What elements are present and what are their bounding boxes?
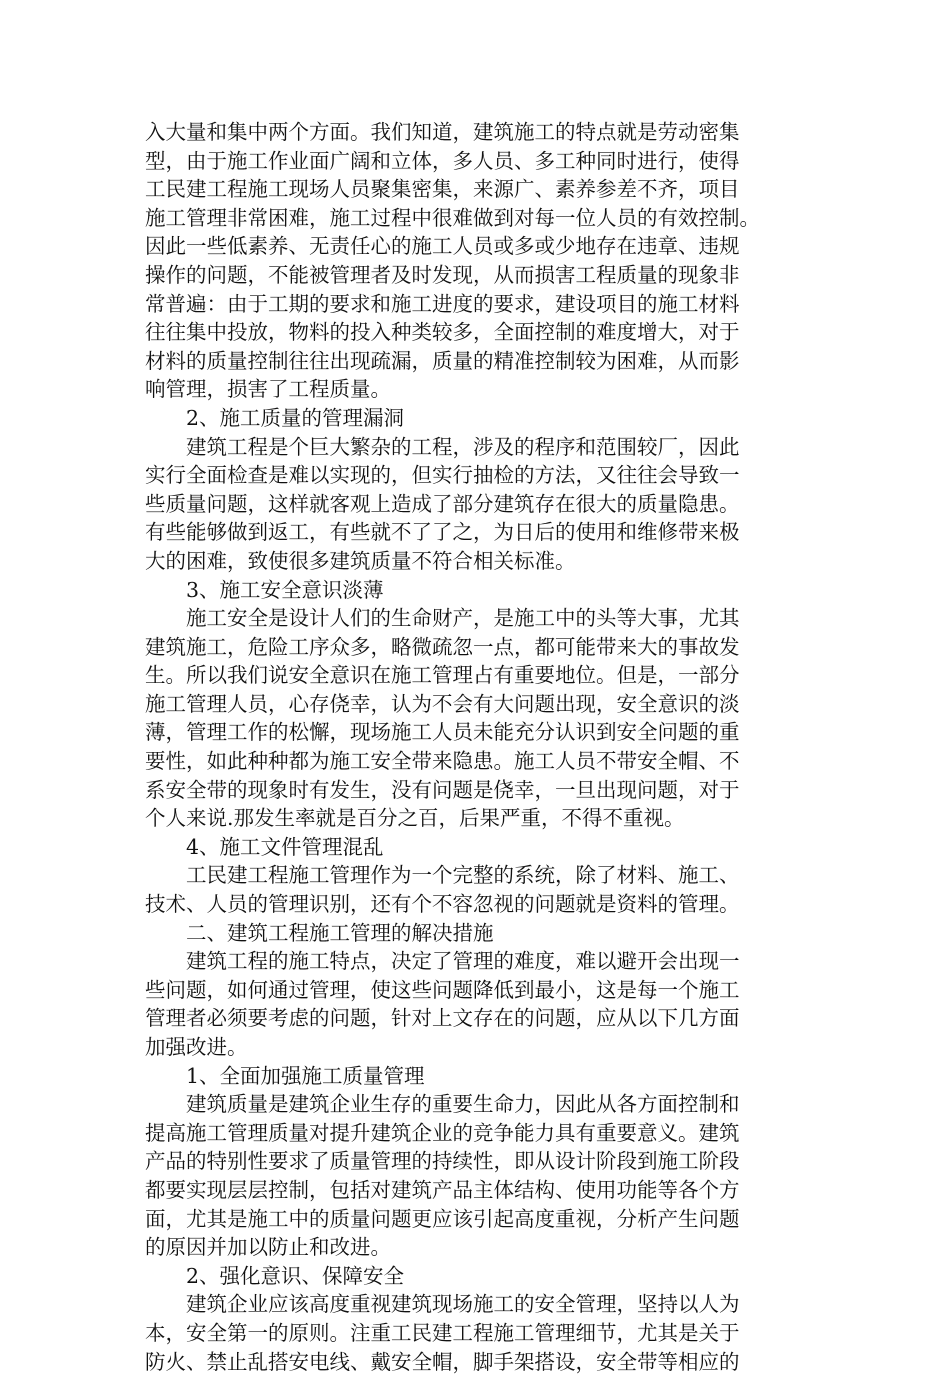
text-line: 建筑工程的施工特点，决定了管理的难度，难以避开会出现一 (186, 949, 740, 974)
text-line: 型，由于施工作业面广阔和立体，多人员、多工种同时进行，使得 (145, 148, 740, 173)
text-line: 工民建工程施工管理作为一个完整的系统，除了材料、施工、 (186, 863, 740, 888)
text-line: 施工管理非常困难，施工过程中很难做到对每一位人员的有效控制。 (145, 205, 760, 230)
section-heading: 2、施工质量的管理漏洞 (186, 405, 405, 430)
text-line: 常普遍：由于工期的要求和施工进度的要求，建设项目的施工材料 (145, 291, 740, 316)
text-line: 有些能够做到返工，有些就不了了之，为日后的使用和维修带来极 (145, 520, 740, 545)
text-line: 大的困难，致使很多建筑质量不符合相关标准。 (145, 548, 576, 573)
text-line: 产品的特别性要求了质量管理的持续性，即从设计阶段到施工阶段 (145, 1149, 740, 1174)
text-line: 都要实现层层控制，包括对建筑产品主体结构、使用功能等各个方 (145, 1177, 740, 1202)
text-line: 的原因并加以防止和改进。 (145, 1235, 391, 1260)
text-line: 加强改进。 (145, 1035, 248, 1059)
text-line: 要性，如此种种都为施工安全带来隐患。施工人员不带安全帽、不 (145, 749, 740, 774)
text-line: 入大量和集中两个方面。我们知道，建筑施工的特点就是劳动密集 (145, 120, 740, 144)
text-line: 施工管理人员，心存侥幸，认为不会有大问题出现，安全意识的淡 (145, 691, 740, 716)
text-line: 实行全面检查是难以实现的，但实行抽检的方法，又往往会导致一 (145, 463, 740, 488)
text-line: 建筑企业应该高度重视建筑现场施工的安全管理，坚持以人为 (186, 1292, 740, 1317)
text-line: 管理者必须要考虑的问题，针对上文存在的问题，应从以下几方面 (145, 1006, 740, 1031)
text-line: 施工安全是设计人们的生命财产，是施工中的头等大事，尤其 (186, 606, 740, 631)
text-line: 个人来说.那发生率就是百分之百，后果严重，不得不重视。 (145, 806, 685, 831)
text-line: 工民建工程施工现场人员聚集密集，来源广、素养参差不齐，项目 (145, 177, 740, 202)
text-line: 因此一些低素养、无责任心的施工人员或多或少地存在违章、违规 (145, 234, 740, 259)
text-line: 防火、禁止乱搭安电线、戴安全帽，脚手架搭设，安全带等相应的 (145, 1349, 740, 1374)
text-line: 材料的质量控制往往出现疏漏，质量的精准控制较为困难，从而影 (145, 348, 740, 373)
text-line: 些问题，如何通过管理，使这些问题降低到最小，这是每一个施工 (145, 977, 740, 1002)
section-heading: 3、施工安全意识淡薄 (186, 577, 384, 602)
text-line: 系安全带的现象时有发生，没有问题是侥幸，一旦出现问题，对于 (145, 777, 740, 802)
section-heading: 1、全面加强施工质量管理 (186, 1063, 425, 1088)
section-heading: 4、施工文件管理混乱 (186, 834, 384, 859)
text-line: 提高施工管理质量对提升建筑企业的竞争能力具有重要意义。建筑 (145, 1120, 740, 1145)
text-line: 本，安全第一的原则。注重工民建工程施工管理细节，尤其是关于 (145, 1320, 740, 1345)
text-line: 生。所以我们说安全意识在施工管理占有重要地位。但是，一部分 (145, 663, 740, 688)
text-line: 薄，管理工作的松懈，现场施工人员未能充分认识到安全问题的重 (145, 720, 740, 745)
text-line: 建筑质量是建筑企业生存的重要生命力，因此从各方面控制和 (186, 1092, 740, 1117)
document-body (145, 118, 810, 1376)
text-line: 建筑工程是个巨大繁杂的工程，涉及的程序和范围较厂，因此 (186, 434, 740, 459)
text-line: 响管理，损害了工程质量。 (145, 377, 391, 402)
text-line: 操作的问题，不能被管理者及时发现，从而损害工程质量的现象非 (145, 262, 740, 287)
text-line: 面，尤其是施工中的质量问题更应该引起高度重视，分析产生问题 (145, 1206, 740, 1231)
text-line: 技术、人员的管理识别，还有个不容忽视的问题就是资料的管理。 (145, 892, 740, 917)
section-heading: 2、强化意识、保障安全 (186, 1263, 405, 1288)
section-heading: 二、建筑工程施工管理的解决措施 (186, 920, 494, 945)
text-line: 往往集中投放，物料的投入种类较多，全面控制的难度增大，对于 (145, 320, 740, 345)
text-line: 建筑施工，危险工序众多，略微疏忽一点，都可能带来大的事故发 (145, 634, 740, 659)
text-line: 些质量问题，这样就客观上造成了部分建筑存在很大的质量隐患。 (145, 491, 740, 516)
